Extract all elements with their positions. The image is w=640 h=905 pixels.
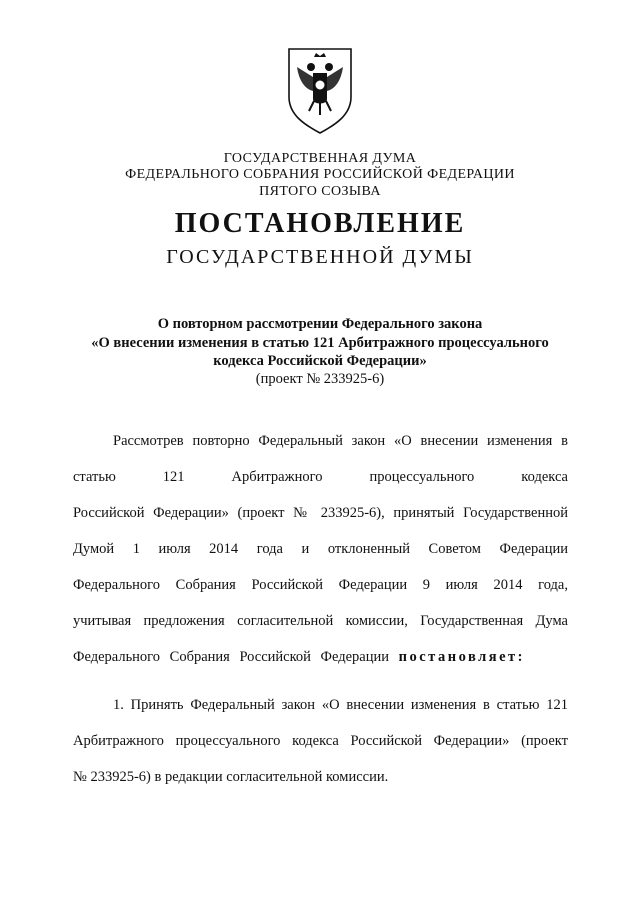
body-line: № 233925-6) в редакции согласительной комиссии. (73, 769, 389, 785)
body-line (73, 649, 568, 666)
body-line: учитывая предложения согласительной комиссии, Государственная Дума (73, 613, 568, 629)
header-line-1: ГОСУДАРСТВЕННАЯ ДУМА (223, 151, 417, 166)
header-line-3: ПЯТОГО СОЗЫВА (259, 184, 381, 199)
body-line: Федерального Собрания Российской Федерации 9 июля 2014 года, (73, 577, 568, 593)
subject-line-1: О повторном рассмотрении Федерального закона (157, 316, 483, 332)
body-line-text: Федерального Собрания Российской Федерации (73, 649, 390, 665)
subject-line-3: кодекса Российской Федерации» (213, 353, 427, 369)
document-title: ПОСТАНОВЛЕНИЕ (174, 208, 466, 239)
header-line-2: ФЕДЕРАЛЬНОГО СОБРАНИЯ РОССИЙСКОЙ ФЕДЕРАЦИИ (125, 167, 515, 182)
document-subtitle: ГОСУДАРСТВЕННОЙ ДУМЫ (166, 246, 474, 268)
subject-line-2: «О внесении изменения в статью 121 Арбитражного процессуального (91, 335, 549, 351)
draft-number: (проект № 233925-6) (255, 371, 385, 387)
russian-coat-of-arms-icon (283, 45, 357, 135)
resolution-keyword: постановляет: (398, 649, 525, 665)
body-line: Рассмотрев повторно Федеральный закон «О внесении изменения в (113, 433, 568, 449)
body-line: 1. Принять Федеральный закон «О внесении изменения в статью 121 (113, 697, 568, 713)
body-line: Арбитражного процессуального кодекса Российской Федерации» (проект (73, 733, 568, 749)
body-line: Думой 1 июля 2014 года и отклоненный Советом Федерации (73, 541, 568, 557)
body-line: статью 121 Арбитражного процессуального кодекса (73, 469, 568, 485)
body-line: Российской Федерации» (проект № 233925-6), принятый Государственной (73, 505, 568, 521)
